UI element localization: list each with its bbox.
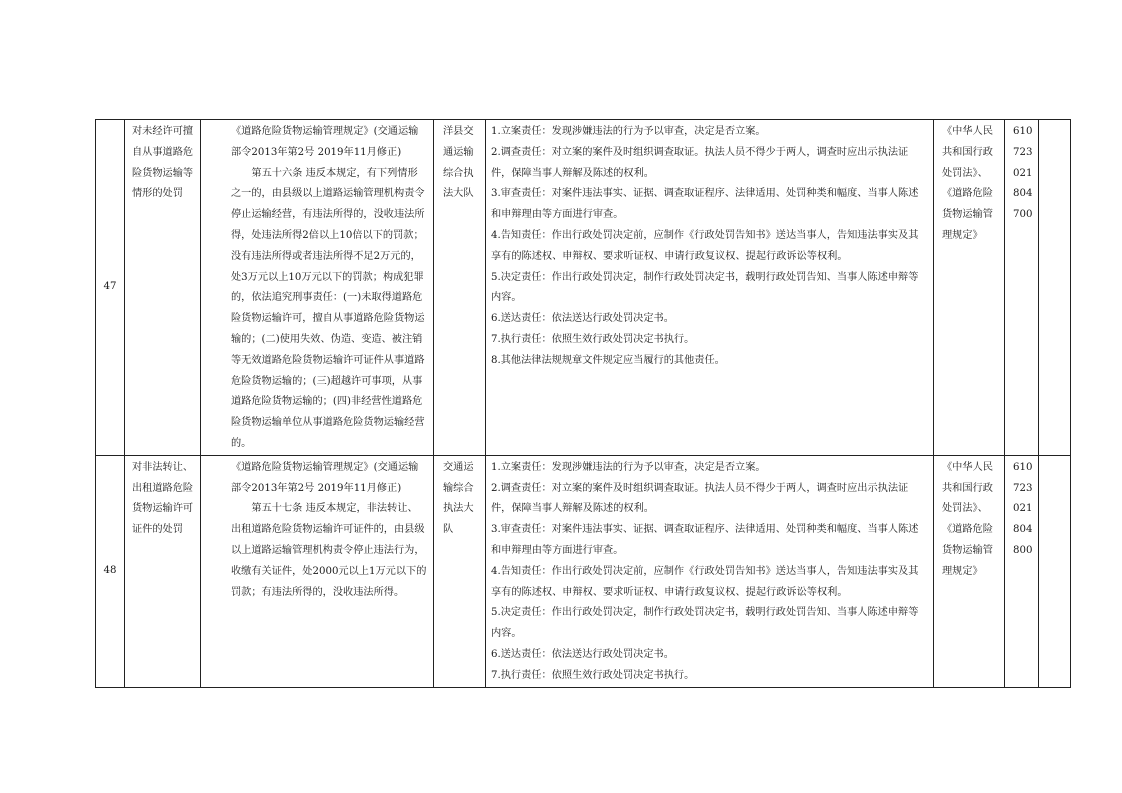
table-row	[96, 455, 1071, 687]
code-part: 723	[1013, 146, 1033, 158]
duty-item: 7.执行责任：依照生效行政处罚决定书执行。	[491, 669, 695, 681]
code-part: 021	[1013, 167, 1033, 179]
code-part: 804	[1013, 188, 1033, 200]
blank-cell	[1039, 455, 1071, 687]
duty-list	[486, 120, 934, 456]
duty-item: 3.审查责任：对案件违法事实、证据、调查取证程序、法律适用、处罚种类和幅度、当事人陈述和申辩理由等方面进行审查。	[491, 524, 919, 556]
code-cell	[1005, 120, 1039, 456]
item-name: 对非法转让、出租道路危险货物运输许可证件的处罚	[125, 455, 201, 687]
law-reference: 《中华人民共和国行政处罚法》、《道路危险货物运输管理规定》	[934, 120, 1005, 456]
legal-basis	[201, 455, 434, 687]
duty-item: 4.告知责任：作出行政处罚决定前，应制作《行政处罚告知书》送达当事人，告知违法事实及其享有的陈述权、申辩权、要求听证权、申请行政复议权、提起行政诉讼等权利。	[491, 229, 919, 262]
code-part: 804	[1013, 524, 1033, 536]
duty-item: 2.调查责任：对立案的案件及时组织调查取证。执法人员不得少于两人，调查时应出示执法证件，保障当事人辩解及陈述的权利。	[491, 482, 909, 515]
code-part: 021	[1013, 503, 1033, 515]
table-row	[96, 120, 1071, 456]
duty-item: 5.决定责任：作出行政处罚决定，制作行政处罚决定书，载明行政处罚告知、当事人陈述申辩等内容。	[491, 271, 919, 304]
duty-item: 3.审查责任：对案件违法事实、证据、调查取证程序、法律适用、处罚种类和幅度、当事人陈述和申辩理由等方面进行审查。	[491, 188, 919, 221]
duty-item: 2.调查责任：对立案的案件及时组织调查取证。执法人员不得少于两人，调查时应出示执法证件，保障当事人辩解及陈述的权利。	[491, 146, 909, 179]
duty-item: 6.送达责任：依法送达行政处罚决定书。	[491, 313, 674, 325]
duty-item: 4.告知责任：作出行政处罚决定前，应制作《行政处罚告知书》送达当事人，告知违法事实及其享有的陈述权、申辩权、要求听证权、申请行政复议权、提起行政诉讼等权利。	[491, 565, 919, 598]
basis-title: 《道路危险货物运输管理规定》(交通运输部令2013年第2号 2019年11月修正)	[231, 461, 419, 494]
duty-item: 6.送达责任：依法送达行政处罚决定书。	[491, 648, 674, 660]
duty-item: 1.立案责任：发现涉嫌违法的行为予以审查，决定是否立案。	[491, 126, 766, 137]
code-cell	[1005, 455, 1039, 687]
department: 洋县交通运输综合执法大队	[434, 120, 486, 456]
department: 交通运输综合执法大队	[434, 455, 486, 687]
legal-basis	[201, 120, 434, 456]
basis-body: 第五十六条 违反本规定，有下列情形之一的，由县级以上道路运输管理机构责令停止运输经营，有违法所得的，没收违法所得，处违法所得2倍以上10倍以下的罚款；没有违法所得或者违法所得不足2万元的，处3万元以上10万元以下的罚款；构成犯罪的，依法追究刑事责任：(一)未取得道路危险货物运输许可，擅自从事道路危险货物运输的；(二)使用失效、伪造、变造、被注销等无效道路危险货物运输许可证件从事道路危险货物运输的；(三)超越许可事项，从事道路危险货物运输的；(四)非经营性道路危险货物运输单位从事道路危险货物运输经营的。	[231, 167, 425, 449]
law-reference: 《中华人民共和国行政处罚法》、《道路危险货物运输管理规定》	[934, 455, 1005, 687]
basis-title: 《道路危险货物运输管理规定》(交通运输部令2013年第2号 2019年11月修正)	[231, 126, 419, 158]
duty-list	[486, 455, 934, 687]
code-part: 723	[1013, 482, 1033, 494]
item-name: 对未经许可擅自从事道路危险货物运输等情形的处罚	[125, 120, 201, 456]
code-part: 800	[1013, 544, 1033, 556]
duty-item: 7.执行责任：依照生效行政处罚决定书执行。	[491, 333, 695, 345]
code-part: 700	[1013, 209, 1033, 221]
authority-table	[95, 119, 1071, 688]
blank-cell	[1039, 120, 1071, 456]
duty-item: 5.决定责任：作出行政处罚决定，制作行政处罚决定书，载明行政处罚告知、当事人陈述申辩等内容。	[491, 607, 919, 640]
code-part: 610	[1013, 126, 1033, 137]
basis-body: 第五十七条 违反本规定，非法转让、出租道路危险货物运输许可证件的，由县级以上道路运输管理机构责令停止违法行为，收缴有关证件，处2000元以上1万元以下的罚款；有违法所得的，没收违法所得。	[231, 503, 427, 598]
row-number: 47	[96, 120, 125, 456]
duty-item: 1.立案责任：发现涉嫌违法的行为予以审查，决定是否立案。	[491, 461, 766, 473]
code-part: 610	[1013, 461, 1033, 473]
duty-item: 8.其他法律法规规章文件规定应当履行的其他责任。	[491, 354, 725, 366]
row-number: 48	[96, 455, 125, 687]
